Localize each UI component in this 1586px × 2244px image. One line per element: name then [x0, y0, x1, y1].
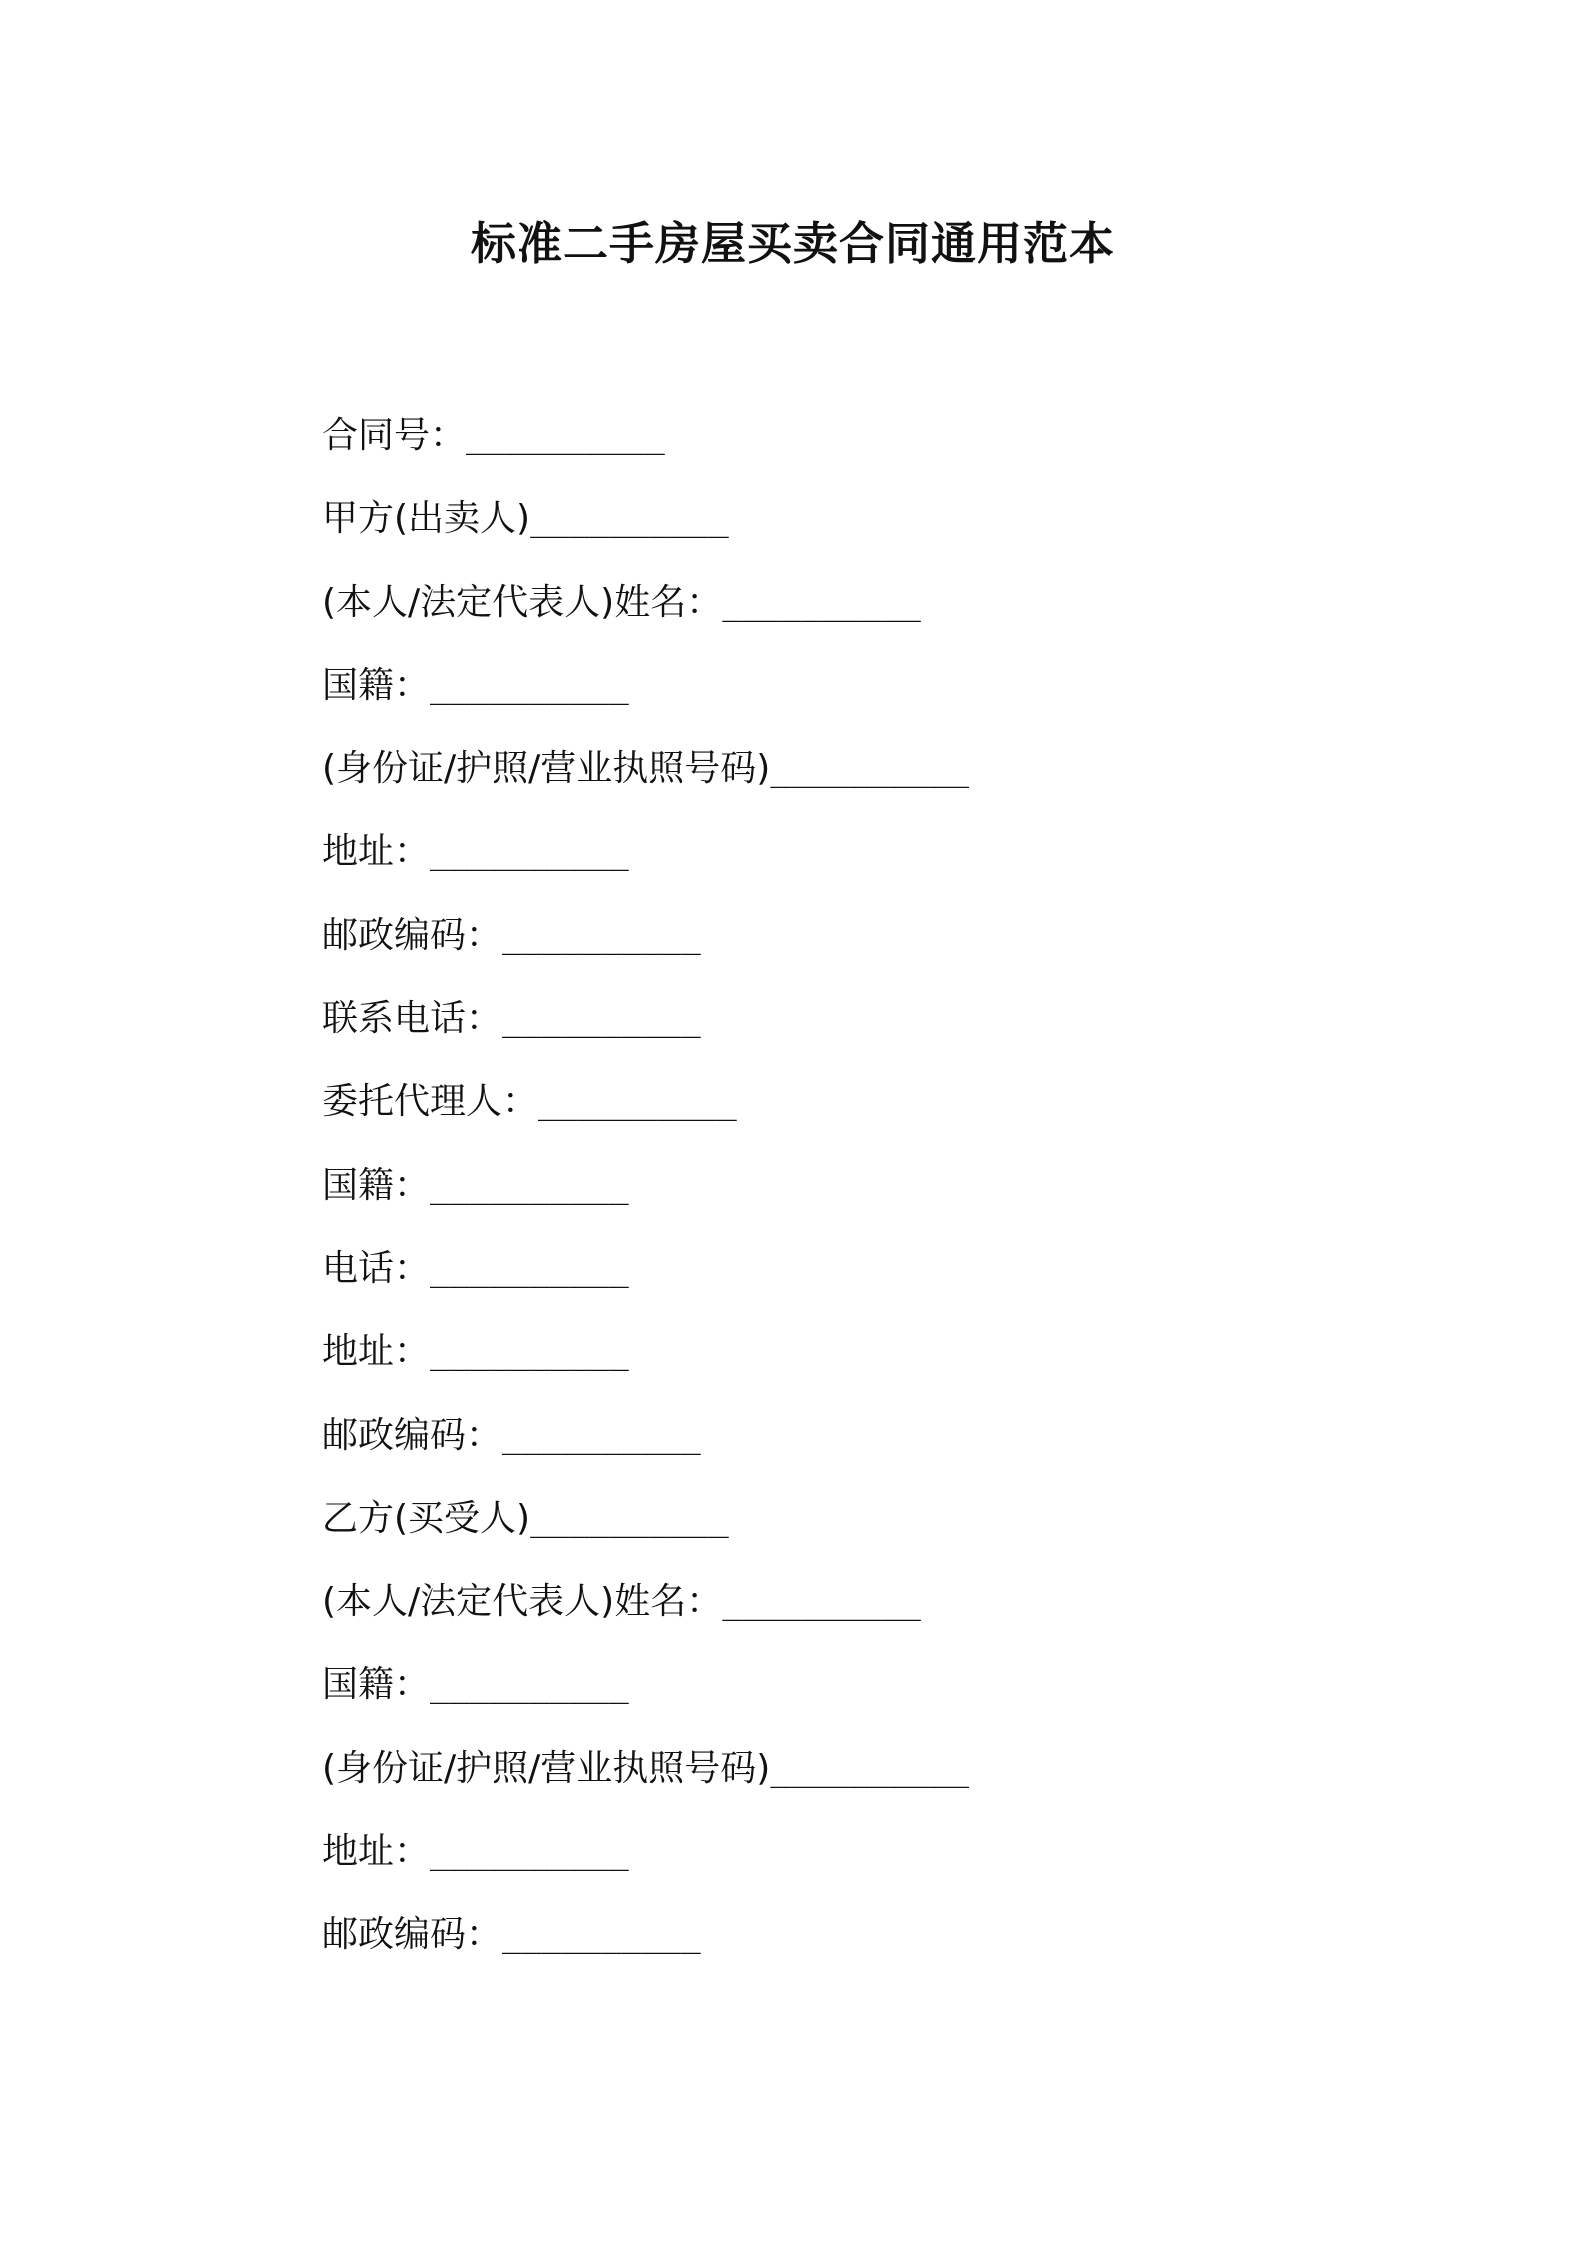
field-blank: __________: [430, 1248, 629, 1288]
field-contract-number: [322, 406, 969, 489]
field-label: 联系电话：: [322, 998, 503, 1040]
field-party-b: [322, 1489, 969, 1572]
field-label: 乙方(买受人): [322, 1497, 531, 1539]
field-blank: __________: [770, 1748, 970, 1788]
field-blank: __________: [430, 1665, 629, 1705]
field-label: 邮政编码：: [322, 914, 503, 956]
field-agent-address: [322, 1322, 969, 1405]
field-party-b-postcode: [322, 1905, 969, 1988]
field-agent-nationality: [322, 1156, 969, 1239]
field-party-b-nationality: [322, 1655, 969, 1738]
field-blank: __________: [430, 665, 629, 705]
field-label: 国籍：: [322, 664, 431, 706]
field-blank: __________: [430, 1832, 629, 1872]
field-agent: [322, 1072, 969, 1155]
field-blank: __________: [502, 915, 701, 955]
field-blank: __________: [502, 1915, 701, 1955]
field-blank: __________: [530, 1498, 729, 1538]
field-blank: __________: [530, 499, 729, 539]
field-party-b-name: [322, 1572, 969, 1655]
field-blank: __________: [466, 416, 665, 455]
field-label: 国籍：: [322, 1164, 431, 1206]
field-agent-postcode: [322, 1406, 969, 1489]
field-label: 合同号：: [322, 415, 467, 456]
field-blank: __________: [502, 999, 701, 1039]
field-blank: __________: [430, 832, 629, 872]
field-party-b-id-number: [322, 1739, 969, 1822]
field-party-a-address: [322, 822, 969, 905]
field-label: 地址：: [322, 831, 431, 873]
field-label: 委托代理人：: [322, 1081, 539, 1123]
field-label: 邮政编码：: [322, 1914, 503, 1956]
field-party-a-postcode: [322, 906, 969, 989]
document-title: 标准二手房屋买卖合同通用范本: [470, 217, 1115, 270]
field-party-a-nationality: [322, 656, 969, 739]
field-party-a-phone: [322, 989, 969, 1072]
contract-field-list: [322, 406, 969, 1989]
field-label: 国籍：: [322, 1664, 431, 1706]
field-label: 甲方(出卖人): [322, 498, 531, 540]
field-blank: __________: [722, 1582, 921, 1622]
field-blank: __________: [770, 749, 970, 789]
field-blank: __________: [722, 582, 921, 622]
field-party-b-address: [322, 1822, 969, 1905]
field-label: (本人/法定代表人)姓名：: [322, 1581, 723, 1623]
field-party-a-id-number: [322, 739, 969, 822]
field-party-a: [322, 489, 969, 572]
field-blank: __________: [502, 1415, 701, 1455]
field-party-a-name: [322, 573, 969, 656]
field-label: (本人/法定代表人)姓名：: [322, 581, 723, 623]
field-blank: __________: [430, 1332, 629, 1372]
field-blank: __________: [430, 1165, 629, 1205]
field-label: 地址：: [322, 1331, 431, 1373]
field-label: (身份证/护照/营业执照号码): [322, 748, 771, 790]
field-label: 电话：: [322, 1247, 431, 1289]
field-agent-phone: [322, 1239, 969, 1322]
field-label: 地址：: [322, 1831, 431, 1873]
field-label: (身份证/护照/营业执照号码): [322, 1747, 771, 1789]
field-label: 邮政编码：: [322, 1414, 503, 1456]
field-blank: __________: [538, 1082, 737, 1122]
